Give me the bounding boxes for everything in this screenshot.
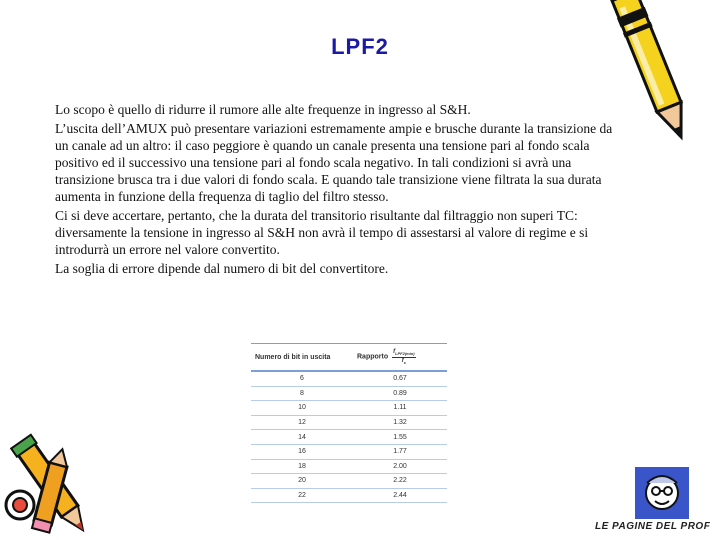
bit-ratio-table [251, 343, 447, 503]
table-row: 22 2.44 [251, 488, 447, 503]
table-row: 18 2.00 [251, 459, 447, 474]
table-row: 8 0.89 [251, 386, 447, 401]
header-ratio-label: Rapporto [357, 353, 389, 361]
table-row: 16 1.77 [251, 444, 447, 459]
table-row: 12 1.32 [251, 415, 447, 430]
header-ratio [353, 344, 447, 372]
table-row: 20 2.22 [251, 474, 447, 489]
paragraph-1: Lo scopo è quello di ridurre il rumore alle alte frequenze in ingresso al S&H. [55, 102, 471, 117]
body-text [55, 101, 620, 279]
fraction-numerator: $f_{LPF2(min)}$ [393, 349, 415, 357]
paragraph-3: Ci si deve accertare, pertanto, che la durata del transitorio risultante dal filtraggio non superi TC: diversamente la tensione in ingresso al S&H non avrà il tempo di assestarsi al valore di regime e si introdurrà un errore nel valore convertito. [55, 208, 589, 257]
pencils-icon-bottom-left [0, 430, 110, 540]
paragraph-2: L’uscita dell’AMUX può presentare variazioni estremamente ampie e brusche durante la transizione da un canale ad un altro: il caso peggiore è quando un canale presenta una tensione pari al fondo scala positivo ed il successivo una tensione pari al fondo scala negativo. In tali condizioni si avrà una transizione brusca tra i due valori di fondo scala. E quando tale transizione viene filtrata la sua durata aumenta in funzione della frequenza di taglio del filtro stesso. [55, 121, 613, 204]
professor-logo-icon [635, 467, 689, 519]
table-row: 10 1.11 [251, 401, 447, 416]
paragraph-4: La soglia di errore dipende dal numero di bit del convertitore. [55, 261, 389, 276]
fraction-denominator: $f_c$ [401, 357, 406, 365]
logo-text: LE PAGINE DEL PROF [595, 521, 711, 532]
table-row: 14 1.55 [251, 430, 447, 445]
table-row: 6 0.67 [251, 371, 447, 386]
ratio-fraction [392, 349, 416, 364]
header-bits: Numero di bit in uscita [255, 353, 331, 361]
pencil-icon-top-right [595, 0, 720, 150]
ratio-table [251, 343, 447, 498]
slide-title: LPF2 [331, 34, 389, 59]
table-header-row [251, 344, 447, 372]
